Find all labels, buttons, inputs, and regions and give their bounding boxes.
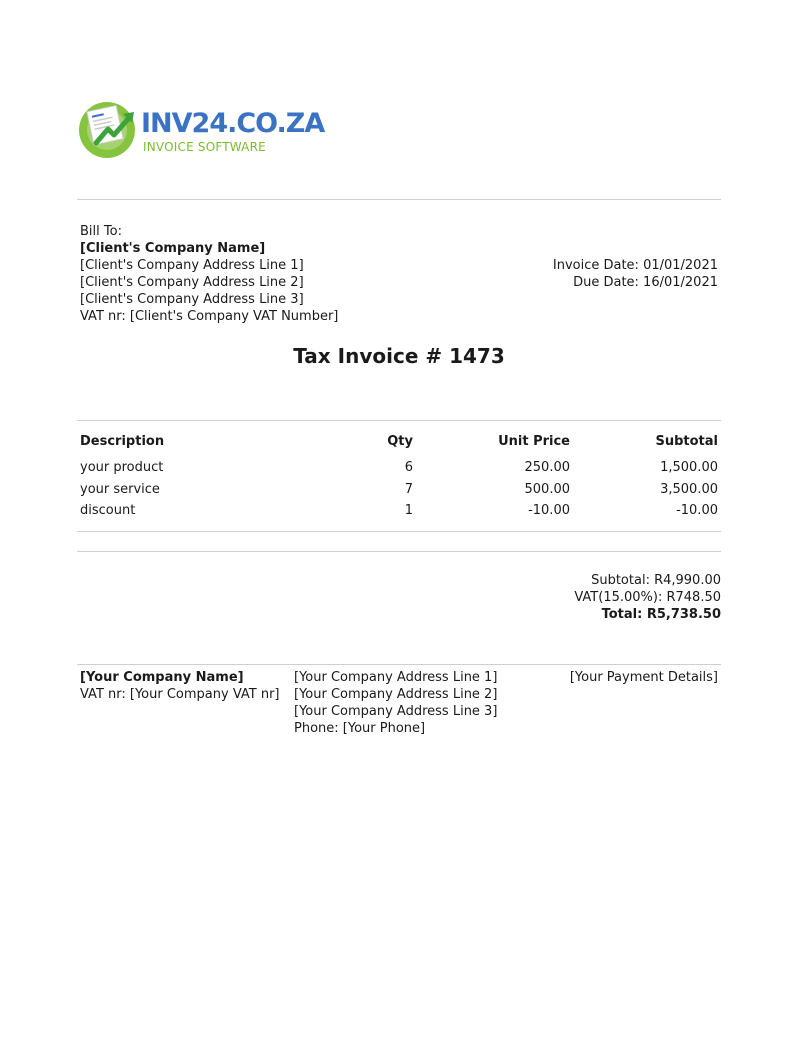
client-address-line: [Client's Company Address Line 2] (80, 275, 304, 290)
footer-address-block (294, 669, 497, 737)
row-qty: 7 (404, 482, 413, 497)
table-row (80, 502, 720, 522)
client-company-name: [Client's Company Name] (80, 241, 266, 256)
bill-to-block (80, 223, 338, 325)
header-divider (77, 199, 721, 200)
client-address-line: [Client's Company Address Line 1] (80, 258, 304, 273)
footer-payment-block (570, 669, 718, 686)
totals-vat: VAT(15.00%): R748.50 (574, 590, 721, 605)
row-description: your product (80, 460, 164, 475)
your-address-line: [Your Company Address Line 1] (294, 670, 498, 685)
logo-mark (78, 99, 138, 159)
row-unit-price: 500.00 (524, 482, 570, 497)
totals-block (574, 572, 721, 623)
row-qty: 1 (404, 503, 413, 518)
totals-grand-total: Total: R5,738.50 (601, 607, 721, 622)
bill-to-label: Bill To: (80, 224, 122, 239)
table-row (80, 459, 720, 479)
your-address-line: [Your Company Address Line 2] (294, 687, 498, 702)
footer-company-block (80, 669, 280, 703)
row-unit-price: -10.00 (528, 503, 570, 518)
table-row (80, 481, 720, 501)
payment-details: [Your Payment Details] (569, 670, 718, 685)
row-subtotal: 3,500.00 (660, 482, 718, 497)
your-address-line: [Your Company Address Line 3] (294, 704, 498, 719)
brand-tagline: INVOICE SOFTWARE (143, 140, 266, 154)
table-header-row (80, 433, 720, 453)
logo-icon (78, 99, 138, 159)
your-phone: Phone: [Your Phone] (294, 721, 426, 736)
invoice-date: Invoice Date: 01/01/2021 (552, 258, 718, 273)
row-description: discount (80, 503, 136, 518)
your-company-vat: VAT nr: [Your Company VAT nr] (80, 687, 280, 702)
table-bottom-divider (77, 531, 721, 532)
table-top-divider (77, 420, 721, 421)
row-unit-price: 250.00 (524, 460, 570, 475)
col-header-qty: Qty (387, 434, 413, 449)
your-company-name: [Your Company Name] (80, 670, 244, 685)
brand-name: INV24.CO.ZA (141, 108, 325, 139)
totals-subtotal: Subtotal: R4,990.00 (591, 573, 721, 588)
footer-divider (77, 664, 721, 665)
due-date: Due Date: 16/01/2021 (573, 275, 718, 290)
invoice-dates (553, 257, 718, 291)
row-subtotal: -10.00 (676, 503, 718, 518)
totals-divider (77, 551, 721, 552)
client-vat-number: VAT nr: [Client's Company VAT Number] (80, 309, 339, 324)
invoice-title: Tax Invoice # 1473 (293, 344, 505, 368)
client-address-line: [Client's Company Address Line 3] (80, 292, 304, 307)
row-description: your service (80, 482, 160, 497)
col-header-description: Description (80, 434, 165, 449)
col-header-unit-price: Unit Price (498, 434, 570, 449)
col-header-subtotal: Subtotal (655, 434, 718, 449)
row-qty: 6 (404, 460, 413, 475)
row-subtotal: 1,500.00 (660, 460, 718, 475)
